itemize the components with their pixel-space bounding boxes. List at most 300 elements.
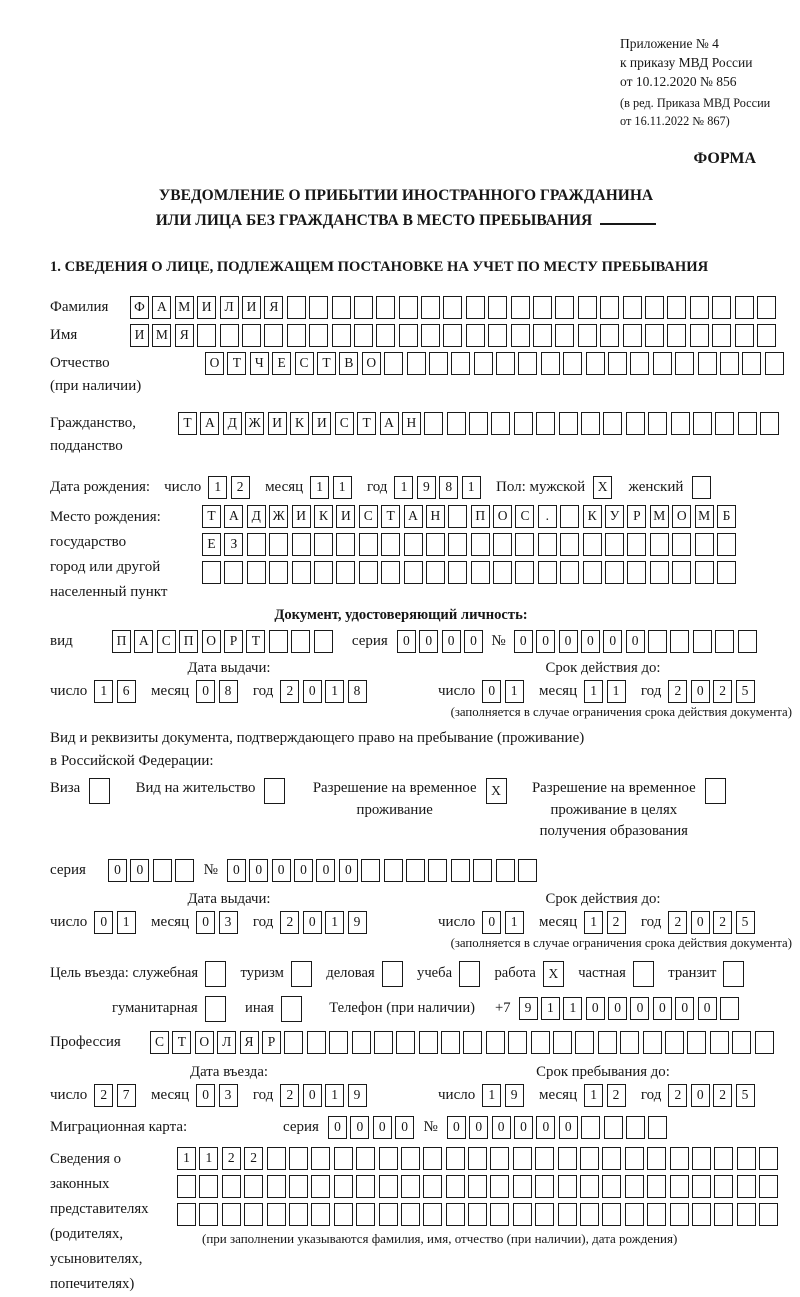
form-cell[interactable] <box>451 859 470 882</box>
form-cell[interactable]: 8 <box>348 680 367 703</box>
form-cell[interactable]: 6 <box>117 680 136 703</box>
form-cell[interactable] <box>289 1175 308 1198</box>
form-cell[interactable] <box>670 1147 689 1170</box>
form-cell[interactable] <box>384 859 403 882</box>
form-cell[interactable] <box>575 1031 594 1054</box>
form-cell[interactable]: 5 <box>736 911 755 934</box>
form-cell[interactable] <box>269 630 288 653</box>
form-cell[interactable] <box>626 1116 645 1139</box>
form-cell[interactable] <box>600 296 619 319</box>
form-cell[interactable]: 3 <box>219 911 238 934</box>
checkbox[interactable] <box>205 961 226 987</box>
form-cell[interactable]: 1 <box>325 911 344 934</box>
form-cell[interactable] <box>765 352 784 375</box>
form-cell[interactable]: А <box>224 505 243 528</box>
form-cell[interactable] <box>627 561 646 584</box>
form-cell[interactable] <box>307 1031 326 1054</box>
form-cell[interactable]: З <box>224 533 243 556</box>
checkbox[interactable] <box>705 778 726 804</box>
form-cell[interactable] <box>490 1147 509 1170</box>
form-cell[interactable] <box>356 1175 375 1198</box>
form-cell[interactable]: Б <box>717 505 736 528</box>
form-cell[interactable]: Я <box>240 1031 259 1054</box>
form-cell[interactable] <box>199 1203 218 1226</box>
form-cell[interactable] <box>493 533 512 556</box>
form-cell[interactable]: 0 <box>339 859 358 882</box>
form-cell[interactable]: О <box>205 352 224 375</box>
form-cell[interactable]: В <box>339 352 358 375</box>
form-cell[interactable] <box>356 1203 375 1226</box>
form-cell[interactable]: М <box>175 296 194 319</box>
form-cell[interactable]: И <box>268 412 287 435</box>
form-cell[interactable] <box>650 561 669 584</box>
form-cell[interactable]: Т <box>227 352 246 375</box>
form-cell[interactable]: 0 <box>482 911 501 934</box>
form-cell[interactable] <box>698 352 717 375</box>
form-cell[interactable]: 5 <box>736 1084 755 1107</box>
form-cell[interactable] <box>605 533 624 556</box>
form-cell[interactable]: 0 <box>397 630 416 653</box>
form-cell[interactable]: К <box>314 505 333 528</box>
form-cell[interactable] <box>381 561 400 584</box>
form-cell[interactable]: С <box>335 412 354 435</box>
form-cell[interactable] <box>424 412 443 435</box>
form-cell[interactable] <box>314 630 333 653</box>
form-cell[interactable] <box>710 1031 729 1054</box>
form-cell[interactable] <box>518 352 537 375</box>
form-cell[interactable]: Т <box>172 1031 191 1054</box>
form-cell[interactable]: 0 <box>227 859 246 882</box>
form-cell[interactable]: 2 <box>668 1084 687 1107</box>
form-cell[interactable]: 0 <box>294 859 313 882</box>
form-cell[interactable]: С <box>359 505 378 528</box>
form-cell[interactable]: 0 <box>482 680 501 703</box>
form-cell[interactable] <box>712 324 731 347</box>
form-cell[interactable]: Н <box>402 412 421 435</box>
checkbox[interactable]: X <box>486 778 507 804</box>
form-cell[interactable] <box>742 352 761 375</box>
form-cell[interactable]: 9 <box>417 476 436 499</box>
form-cell[interactable]: К <box>290 412 309 435</box>
form-cell[interactable]: 3 <box>219 1084 238 1107</box>
form-cell[interactable]: 2 <box>668 680 687 703</box>
form-cell[interactable] <box>536 412 555 435</box>
form-cell[interactable] <box>648 1116 667 1139</box>
form-cell[interactable] <box>469 412 488 435</box>
form-cell[interactable]: 0 <box>586 997 605 1020</box>
form-cell[interactable]: Р <box>262 1031 281 1054</box>
form-cell[interactable]: К <box>583 505 602 528</box>
form-cell[interactable]: 2 <box>222 1147 241 1170</box>
form-cell[interactable] <box>625 1175 644 1198</box>
checkbox[interactable]: X <box>593 476 612 499</box>
form-cell[interactable]: 2 <box>668 911 687 934</box>
form-cell[interactable] <box>359 561 378 584</box>
form-cell[interactable]: 9 <box>348 1084 367 1107</box>
form-cell[interactable] <box>692 1147 711 1170</box>
form-cell[interactable] <box>242 324 261 347</box>
form-cell[interactable] <box>247 561 266 584</box>
form-cell[interactable] <box>493 561 512 584</box>
form-cell[interactable] <box>334 1175 353 1198</box>
form-cell[interactable] <box>690 324 709 347</box>
form-cell[interactable]: 1 <box>333 476 352 499</box>
form-cell[interactable] <box>560 533 579 556</box>
form-cell[interactable] <box>602 1175 621 1198</box>
form-cell[interactable]: Ж <box>245 412 264 435</box>
form-cell[interactable]: Я <box>264 296 283 319</box>
form-cell[interactable]: Т <box>357 412 376 435</box>
form-cell[interactable] <box>381 533 400 556</box>
form-cell[interactable]: 0 <box>691 680 710 703</box>
form-cell[interactable]: 0 <box>196 911 215 934</box>
form-cell[interactable]: 2 <box>713 911 732 934</box>
form-cell[interactable]: 1 <box>607 680 626 703</box>
checkbox[interactable] <box>723 961 744 987</box>
form-cell[interactable] <box>558 1203 577 1226</box>
form-cell[interactable]: 0 <box>581 630 600 653</box>
form-cell[interactable] <box>284 1031 303 1054</box>
form-cell[interactable] <box>535 1175 554 1198</box>
form-cell[interactable] <box>514 412 533 435</box>
form-cell[interactable]: Ч <box>250 352 269 375</box>
form-cell[interactable] <box>379 1203 398 1226</box>
form-cell[interactable] <box>401 1175 420 1198</box>
checkbox[interactable] <box>281 996 302 1022</box>
form-cell[interactable] <box>732 1031 751 1054</box>
form-cell[interactable]: 1 <box>541 997 560 1020</box>
form-cell[interactable]: П <box>471 505 490 528</box>
form-cell[interactable] <box>153 859 172 882</box>
form-cell[interactable]: У <box>605 505 624 528</box>
form-cell[interactable] <box>553 1031 572 1054</box>
form-cell[interactable] <box>759 1203 778 1226</box>
form-cell[interactable]: А <box>380 412 399 435</box>
form-cell[interactable] <box>511 296 530 319</box>
form-cell[interactable] <box>692 1175 711 1198</box>
form-cell[interactable] <box>468 1147 487 1170</box>
form-cell[interactable] <box>267 1147 286 1170</box>
form-cell[interactable]: 2 <box>607 911 626 934</box>
form-cell[interactable] <box>359 533 378 556</box>
form-cell[interactable]: Д <box>223 412 242 435</box>
form-cell[interactable] <box>714 1175 733 1198</box>
form-cell[interactable] <box>759 1147 778 1170</box>
form-cell[interactable]: 1 <box>325 680 344 703</box>
form-cell[interactable] <box>720 997 739 1020</box>
form-cell[interactable] <box>220 324 239 347</box>
form-cell[interactable] <box>602 1203 621 1226</box>
form-cell[interactable] <box>202 561 221 584</box>
form-cell[interactable] <box>463 1031 482 1054</box>
form-cell[interactable]: 1 <box>505 680 524 703</box>
form-cell[interactable] <box>515 561 534 584</box>
form-cell[interactable] <box>407 352 426 375</box>
form-cell[interactable]: 7 <box>117 1084 136 1107</box>
form-cell[interactable] <box>665 1031 684 1054</box>
form-cell[interactable] <box>177 1175 196 1198</box>
form-cell[interactable] <box>653 352 672 375</box>
form-cell[interactable]: А <box>134 630 153 653</box>
form-cell[interactable] <box>757 324 776 347</box>
form-cell[interactable]: 0 <box>196 1084 215 1107</box>
form-cell[interactable] <box>623 296 642 319</box>
form-cell[interactable] <box>620 1031 639 1054</box>
form-cell[interactable] <box>720 352 739 375</box>
form-cell[interactable] <box>334 1203 353 1226</box>
form-cell[interactable] <box>336 561 355 584</box>
form-cell[interactable]: 0 <box>675 997 694 1020</box>
form-cell[interactable] <box>717 533 736 556</box>
form-cell[interactable]: Р <box>627 505 646 528</box>
form-cell[interactable]: 0 <box>303 911 322 934</box>
form-cell[interactable]: 0 <box>698 997 717 1020</box>
form-cell[interactable] <box>508 1031 527 1054</box>
checkbox[interactable] <box>633 961 654 987</box>
form-cell[interactable]: Л <box>220 296 239 319</box>
form-cell[interactable] <box>692 1203 711 1226</box>
form-cell[interactable] <box>374 1031 393 1054</box>
form-cell[interactable]: А <box>152 296 171 319</box>
form-cell[interactable] <box>199 1175 218 1198</box>
form-cell[interactable] <box>354 324 373 347</box>
form-cell[interactable]: С <box>295 352 314 375</box>
form-cell[interactable]: Е <box>272 352 291 375</box>
form-cell[interactable] <box>515 533 534 556</box>
form-cell[interactable]: 2 <box>231 476 250 499</box>
form-cell[interactable] <box>555 296 574 319</box>
form-cell[interactable] <box>605 561 624 584</box>
form-cell[interactable] <box>737 1147 756 1170</box>
form-cell[interactable] <box>399 296 418 319</box>
form-cell[interactable] <box>623 324 642 347</box>
form-cell[interactable] <box>401 1203 420 1226</box>
form-cell[interactable] <box>269 533 288 556</box>
form-cell[interactable] <box>538 533 557 556</box>
form-cell[interactable]: П <box>179 630 198 653</box>
form-cell[interactable] <box>580 1147 599 1170</box>
form-cell[interactable] <box>755 1031 774 1054</box>
form-cell[interactable]: О <box>202 630 221 653</box>
form-cell[interactable] <box>311 1175 330 1198</box>
form-cell[interactable]: 1 <box>199 1147 218 1170</box>
form-cell[interactable]: И <box>242 296 261 319</box>
form-cell[interactable]: С <box>157 630 176 653</box>
form-cell[interactable] <box>670 630 689 653</box>
form-cell[interactable] <box>311 1147 330 1170</box>
checkbox[interactable]: X <box>543 961 564 987</box>
form-cell[interactable]: О <box>672 505 691 528</box>
form-cell[interactable]: Е <box>202 533 221 556</box>
form-cell[interactable] <box>558 1147 577 1170</box>
form-cell[interactable]: Ф <box>130 296 149 319</box>
form-cell[interactable]: С <box>515 505 534 528</box>
form-cell[interactable] <box>396 1031 415 1054</box>
form-cell[interactable]: О <box>195 1031 214 1054</box>
form-cell[interactable] <box>448 533 467 556</box>
form-cell[interactable] <box>712 296 731 319</box>
form-cell[interactable] <box>518 859 537 882</box>
form-cell[interactable] <box>175 859 194 882</box>
form-cell[interactable] <box>687 1031 706 1054</box>
form-cell[interactable]: 0 <box>691 911 710 934</box>
form-cell[interactable]: 0 <box>316 859 335 882</box>
form-cell[interactable] <box>535 1147 554 1170</box>
checkbox[interactable] <box>459 961 480 987</box>
form-cell[interactable] <box>426 533 445 556</box>
form-cell[interactable] <box>531 1031 550 1054</box>
form-cell[interactable]: 0 <box>559 1116 578 1139</box>
form-cell[interactable] <box>466 296 485 319</box>
form-cell[interactable] <box>404 533 423 556</box>
form-cell[interactable]: 1 <box>584 911 603 934</box>
form-cell[interactable]: Л <box>217 1031 236 1054</box>
form-cell[interactable] <box>384 352 403 375</box>
form-cell[interactable] <box>625 1203 644 1226</box>
form-cell[interactable] <box>563 352 582 375</box>
form-cell[interactable]: 1 <box>94 680 113 703</box>
form-cell[interactable]: 0 <box>328 1116 347 1139</box>
form-cell[interactable] <box>376 324 395 347</box>
form-cell[interactable] <box>583 533 602 556</box>
form-cell[interactable]: 2 <box>280 1084 299 1107</box>
form-cell[interactable] <box>222 1175 241 1198</box>
form-cell[interactable]: Т <box>246 630 265 653</box>
form-cell[interactable] <box>448 505 467 528</box>
form-cell[interactable] <box>535 1203 554 1226</box>
form-cell[interactable] <box>446 1175 465 1198</box>
form-cell[interactable] <box>399 324 418 347</box>
form-cell[interactable]: 0 <box>94 911 113 934</box>
form-cell[interactable]: 0 <box>608 997 627 1020</box>
form-cell[interactable]: 0 <box>130 859 149 882</box>
form-cell[interactable]: С <box>150 1031 169 1054</box>
form-cell[interactable] <box>667 296 686 319</box>
form-cell[interactable] <box>602 1147 621 1170</box>
form-cell[interactable] <box>695 561 714 584</box>
form-cell[interactable] <box>630 352 649 375</box>
form-cell[interactable]: А <box>404 505 423 528</box>
form-cell[interactable] <box>423 1147 442 1170</box>
form-cell[interactable] <box>329 1031 348 1054</box>
form-cell[interactable] <box>468 1175 487 1198</box>
form-cell[interactable]: . <box>538 505 557 528</box>
form-cell[interactable] <box>224 561 243 584</box>
form-cell[interactable] <box>446 1203 465 1226</box>
form-cell[interactable] <box>244 1175 263 1198</box>
checkbox[interactable] <box>382 961 403 987</box>
form-cell[interactable] <box>247 533 266 556</box>
form-cell[interactable] <box>401 1147 420 1170</box>
form-cell[interactable] <box>560 561 579 584</box>
form-cell[interactable] <box>496 352 515 375</box>
form-cell[interactable]: 0 <box>630 997 649 1020</box>
form-cell[interactable] <box>645 296 664 319</box>
form-cell[interactable] <box>466 324 485 347</box>
form-cell[interactable] <box>513 1175 532 1198</box>
form-cell[interactable]: Я <box>175 324 194 347</box>
form-cell[interactable] <box>513 1203 532 1226</box>
form-cell[interactable]: Ж <box>269 505 288 528</box>
form-cell[interactable] <box>379 1147 398 1170</box>
form-cell[interactable] <box>648 412 667 435</box>
form-cell[interactable] <box>264 324 283 347</box>
form-cell[interactable] <box>352 1031 371 1054</box>
checkbox[interactable] <box>205 996 226 1022</box>
checkbox[interactable] <box>291 961 312 987</box>
form-cell[interactable] <box>448 561 467 584</box>
form-cell[interactable]: Р <box>224 630 243 653</box>
form-cell[interactable] <box>426 561 445 584</box>
form-cell[interactable]: Т <box>202 505 221 528</box>
form-cell[interactable] <box>693 412 712 435</box>
form-cell[interactable] <box>269 561 288 584</box>
form-cell[interactable] <box>471 533 490 556</box>
form-cell[interactable] <box>443 296 462 319</box>
checkbox[interactable] <box>692 476 711 499</box>
form-cell[interactable]: М <box>695 505 714 528</box>
form-cell[interactable] <box>244 1203 263 1226</box>
form-cell[interactable] <box>598 1031 617 1054</box>
form-cell[interactable] <box>581 1116 600 1139</box>
form-cell[interactable] <box>421 324 440 347</box>
form-cell[interactable]: 0 <box>249 859 268 882</box>
form-cell[interactable] <box>177 1203 196 1226</box>
form-cell[interactable] <box>429 352 448 375</box>
form-cell[interactable] <box>675 352 694 375</box>
form-cell[interactable] <box>404 561 423 584</box>
form-cell[interactable]: И <box>292 505 311 528</box>
form-cell[interactable]: 8 <box>439 476 458 499</box>
form-cell[interactable] <box>650 533 669 556</box>
form-cell[interactable] <box>581 412 600 435</box>
form-cell[interactable]: 0 <box>691 1084 710 1107</box>
form-cell[interactable]: 0 <box>514 630 533 653</box>
form-cell[interactable]: Т <box>317 352 336 375</box>
form-cell[interactable]: П <box>112 630 131 653</box>
form-cell[interactable] <box>447 412 466 435</box>
form-cell[interactable] <box>490 1203 509 1226</box>
form-cell[interactable] <box>583 561 602 584</box>
form-cell[interactable]: 9 <box>519 997 538 1020</box>
form-cell[interactable]: 0 <box>626 630 645 653</box>
form-cell[interactable] <box>625 1147 644 1170</box>
form-cell[interactable]: 1 <box>325 1084 344 1107</box>
form-cell[interactable]: 0 <box>514 1116 533 1139</box>
form-cell[interactable] <box>538 561 557 584</box>
form-cell[interactable] <box>671 412 690 435</box>
form-cell[interactable]: 0 <box>303 1084 322 1107</box>
form-cell[interactable] <box>693 630 712 653</box>
form-cell[interactable]: 0 <box>350 1116 369 1139</box>
form-cell[interactable]: Т <box>381 505 400 528</box>
form-cell[interactable] <box>586 352 605 375</box>
form-cell[interactable] <box>541 352 560 375</box>
form-cell[interactable]: И <box>312 412 331 435</box>
form-cell[interactable]: 2 <box>713 680 732 703</box>
form-cell[interactable] <box>197 324 216 347</box>
form-cell[interactable]: 2 <box>244 1147 263 1170</box>
checkbox[interactable] <box>264 778 285 804</box>
form-cell[interactable]: 0 <box>653 997 672 1020</box>
form-cell[interactable] <box>291 630 310 653</box>
form-cell[interactable] <box>714 1203 733 1226</box>
form-cell[interactable] <box>690 296 709 319</box>
form-cell[interactable] <box>356 1147 375 1170</box>
form-cell[interactable]: 1 <box>310 476 329 499</box>
form-cell[interactable] <box>406 859 425 882</box>
form-cell[interactable]: 0 <box>303 680 322 703</box>
